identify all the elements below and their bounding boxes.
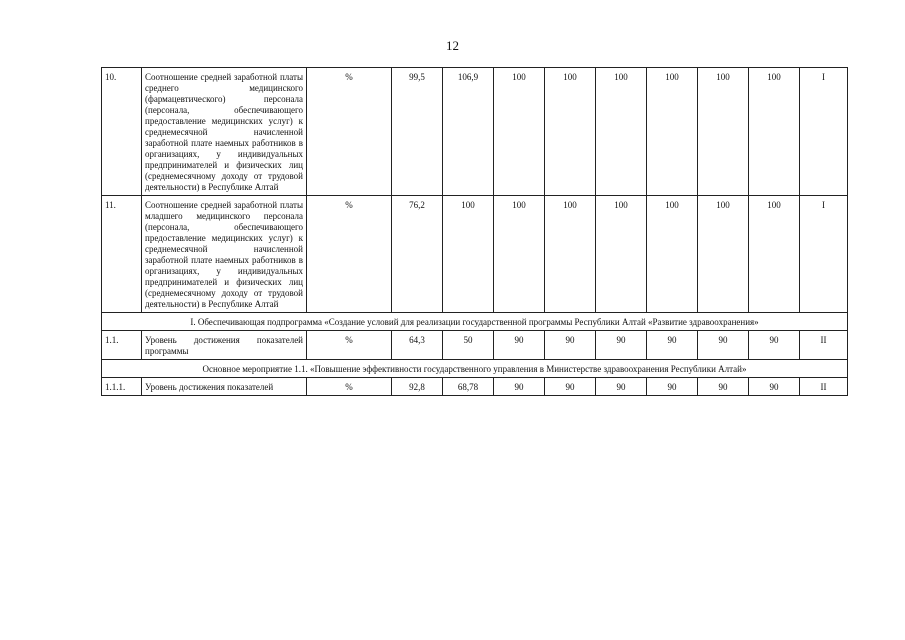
table-row [102, 378, 848, 396]
value-cell: 100 [545, 196, 596, 313]
table-row [102, 68, 848, 196]
value-cell: 90 [545, 331, 596, 360]
unit-cell: % [307, 378, 392, 396]
unit-cell: % [307, 331, 392, 360]
value-cell: 100 [698, 196, 749, 313]
page-number: 12 [446, 38, 459, 53]
category-cell: I [800, 196, 848, 313]
value-cell: 100 [749, 196, 800, 313]
section-title: I. Обеспечивающая подпрограмма «Создание условий для реализации государственной программы Республики Алтай «Развитие здравоохранения» [102, 313, 848, 331]
value-cell: 90 [596, 378, 647, 396]
table-row [102, 196, 848, 313]
value-cell: 100 [545, 68, 596, 196]
value-cell: 100 [494, 68, 545, 196]
value-cell: 100 [596, 68, 647, 196]
value-cell: 100 [698, 68, 749, 196]
value-cell: 90 [545, 378, 596, 396]
value-cell: 90 [698, 331, 749, 360]
value-cell: 100 [749, 68, 800, 196]
value-cell: 90 [494, 331, 545, 360]
row-number: 1.1.1. [102, 378, 142, 396]
value-cell: 100 [596, 196, 647, 313]
category-cell: II [800, 378, 848, 396]
value-cell: 106,9 [443, 68, 494, 196]
value-cell: 100 [443, 196, 494, 313]
indicator-name: Уровень достижения показателей программы [142, 331, 307, 360]
value-cell: 90 [647, 378, 698, 396]
value-cell: 90 [647, 331, 698, 360]
unit-cell: % [307, 68, 392, 196]
indicator-table [101, 67, 848, 396]
value-cell: 64,3 [392, 331, 443, 360]
value-cell: 99,5 [392, 68, 443, 196]
section-row [102, 313, 848, 331]
value-cell: 90 [494, 378, 545, 396]
section-title: Основное мероприятие 1.1. «Повышение эффективности государственного управления в Министерстве здравоохранения Республики Алтай» [102, 360, 848, 378]
row-number: 11. [102, 196, 142, 313]
value-cell: 100 [494, 196, 545, 313]
unit-cell: % [307, 196, 392, 313]
category-cell: I [800, 68, 848, 196]
row-number: 10. [102, 68, 142, 196]
value-cell: 90 [749, 378, 800, 396]
value-cell: 92,8 [392, 378, 443, 396]
value-cell: 76,2 [392, 196, 443, 313]
row-number: 1.1. [102, 331, 142, 360]
table-body [102, 68, 848, 396]
value-cell: 50 [443, 331, 494, 360]
value-cell: 100 [647, 196, 698, 313]
indicator-name: Соотношение средней заработной платы среднего медицинского (фармацевтического) персонала (персонала, обеспечивающего предоставление медицинских услуг) к среднемесячной начисленной заработной плате наемных работников в организациях, у индивидуальных предпринимателей и физических лиц (среднемесячному доходу от трудовой деятельности) в Республике Алтай [142, 68, 307, 196]
category-cell: II [800, 331, 848, 360]
indicator-name: Уровень достижения показателей [142, 378, 307, 396]
indicator-name: Соотношение средней заработной платы младшего медицинского персонала (персонала, обеспечивающего предоставление медицинских услуг) к среднемесячной начисленной заработной плате наемных работников в организациях, у индивидуальных предпринимателей и физических лиц (среднемесячному доходу от трудовой деятельности) в Республике Алтай [142, 196, 307, 313]
section-row [102, 360, 848, 378]
value-cell: 90 [698, 378, 749, 396]
table-row [102, 331, 848, 360]
value-cell: 90 [749, 331, 800, 360]
value-cell: 68,78 [443, 378, 494, 396]
value-cell: 90 [596, 331, 647, 360]
value-cell: 100 [647, 68, 698, 196]
